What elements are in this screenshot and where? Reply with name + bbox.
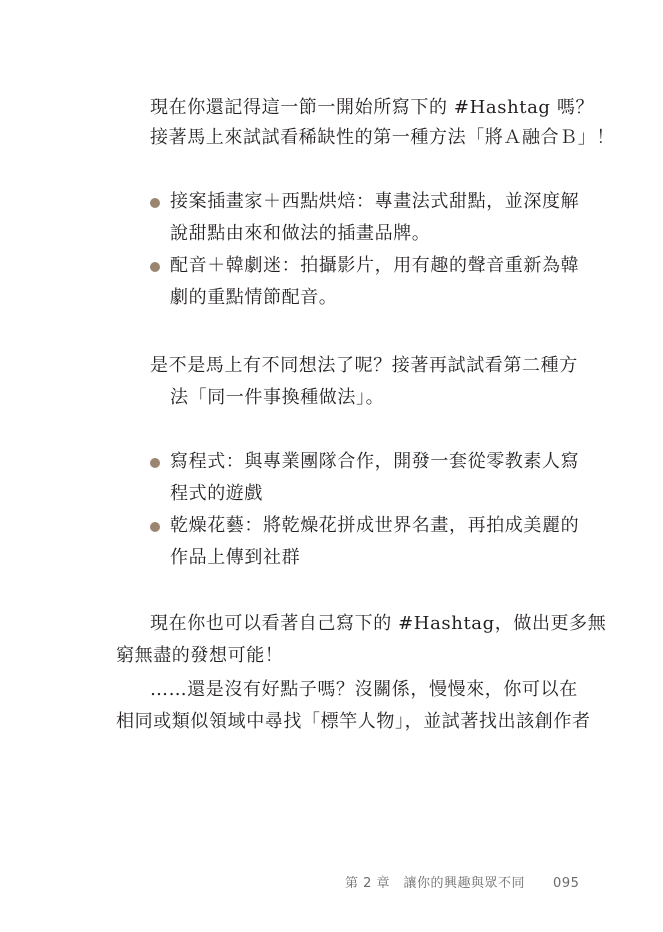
closing-line-4: 相同或類似領域中尋找「標竿人物」，並試著找出該創作者 [116, 711, 591, 732]
list1-item-2-line-1: 配音＋韓劇迷：拍攝影片，用有趣的聲音重新為韓 [170, 255, 580, 276]
bullet-icon [150, 522, 160, 532]
list1-item-1-line-2: 說甜點由來和做法的插畫品牌。 [170, 223, 431, 244]
middle-line-1: 是不是馬上有不同想法了呢？接著再試試看第二種方 [150, 355, 578, 376]
chapter-title: 第 2 章 讓你的興趣與眾不同 [345, 876, 526, 891]
list2-item-1-line-1: 寫程式：與專業團隊合作，開發一套從零教素人寫 [170, 451, 580, 472]
list1-item-1-line-1: 接案插畫家＋西點烘焙：專畫法式甜點，並深度解 [170, 191, 580, 212]
list2-item-2-line-2: 作品上傳到社群 [170, 547, 301, 568]
middle-line-2: 法「同一件事換種做法」。 [170, 387, 385, 408]
bullet-icon [150, 198, 160, 208]
list2-item-1-line-2: 程式的遊戲 [170, 483, 263, 504]
closing-line-3: ……還是沒有好點子嗎？沒關係，慢慢來，你可以在 [150, 679, 578, 700]
page-footer [345, 872, 579, 891]
page-number: 095 [553, 876, 580, 891]
list1-item-2-line-2: 劇的重點情節配音。 [170, 287, 338, 308]
bullet-icon [150, 458, 160, 468]
bullet-icon [150, 262, 160, 272]
intro-line-1: 現在你還記得這一節一開始所寫下的 #Hashtag 嗎？ [150, 97, 595, 118]
list2-item-2-line-1: 乾燥花藝：將乾燥花拼成世界名畫，再拍成美麗的 [170, 515, 580, 536]
closing-line-2: 窮無盡的發想可能！ [116, 645, 284, 666]
closing-line-1: 現在你也可以看著自己寫下的 #Hashtag，做出更多無 [150, 613, 607, 634]
intro-line-2: 接著馬上來試試看稀缺性的第一種方法「將Ａ融合Ｂ」！ [150, 127, 615, 148]
